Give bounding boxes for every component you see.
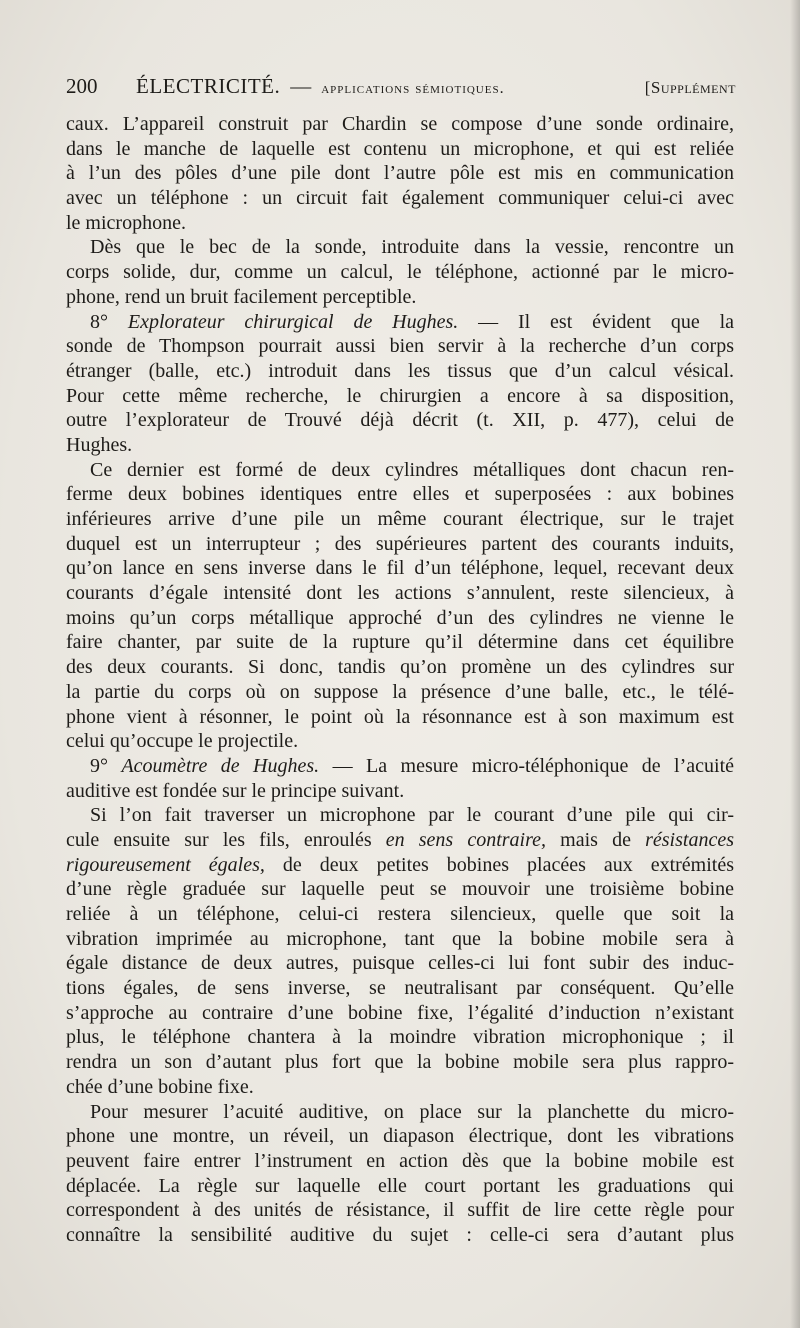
text-line xyxy=(66,507,734,532)
line-text: inférieures arrive d’une pile un même courant électrique, sur le trajet xyxy=(66,508,734,530)
text-line xyxy=(66,976,734,1001)
line-text: corps solide, dur, comme un calcul, le téléphone, actionné par le micro- xyxy=(66,261,734,284)
line-text: phone, rend un bruit facilement perceptible. xyxy=(66,285,417,308)
text-line xyxy=(66,729,734,754)
text-line xyxy=(66,458,734,483)
text-line xyxy=(66,433,734,458)
running-title: ÉLECTRICITÉ. xyxy=(136,74,281,98)
text-line xyxy=(66,606,734,631)
line-text: duquel est un interrupteur ; des supérieures partent des courants induits, xyxy=(66,532,734,555)
text-line xyxy=(66,655,734,680)
line-text: sonde de Thompson pourrait aussi bien servir à la recherche d’un corps xyxy=(66,335,734,358)
text-line xyxy=(66,310,734,335)
text-line xyxy=(66,1198,734,1223)
text-line xyxy=(66,705,734,730)
line-text: moins qu’un corps métallique approché d’un des cylindres ne vienne le xyxy=(66,606,734,629)
text-line xyxy=(66,334,734,359)
text-line xyxy=(66,1124,734,1149)
text-line xyxy=(66,779,734,804)
line-text: qu’on lance en sens inverse dans le fil d’un téléphone, lequel, recevant deux xyxy=(66,557,734,580)
line-text: — La mesure micro-téléphonique de l’acuité xyxy=(319,754,735,777)
text-line xyxy=(66,927,734,952)
page-edge-shadow xyxy=(790,0,800,1328)
line-text: vibration imprimée au microphone, tant que la bobine mobile sera à xyxy=(66,927,734,950)
text-line xyxy=(66,951,734,976)
text-line xyxy=(66,112,734,137)
line-text: 9° xyxy=(90,754,122,777)
text-line xyxy=(66,556,734,581)
line-text: rendra un son d’autant plus fort que la bobine mobile sera plus rappro- xyxy=(66,1051,734,1074)
line-text: ferme deux bobines identiques entre elles et superposées : aux bobines xyxy=(66,483,734,506)
line-text: étranger (balle, etc.) introduit dans les tissus que d’un calcul vésical. xyxy=(66,359,734,382)
running-subtitle: applications sémiotiques. xyxy=(321,80,505,97)
line-text: s’approche au contraire d’une bobine fixe, l’égalité d’induction n’existant xyxy=(66,1001,734,1024)
text-line xyxy=(66,877,734,902)
text-line xyxy=(66,630,734,655)
line-text: Pour mesurer l’acuité auditive, on place sur la planchette du micro- xyxy=(90,1100,734,1123)
text-line xyxy=(66,384,734,409)
text-line xyxy=(66,359,734,384)
line-text: phone vient à résonner, le point où la résonnance est à son maximum est xyxy=(66,705,734,728)
line-text: d’une règle graduée sur laquelle peut se mouvoir une troisième bobine xyxy=(66,878,734,901)
text-line xyxy=(66,1149,734,1174)
line-text: chée d’une bobine fixe. xyxy=(66,1075,254,1098)
text-line xyxy=(66,680,734,705)
text-line xyxy=(66,1050,734,1075)
line-text: plus, le téléphone chantera à la moindre vibration microphonique ; il xyxy=(66,1026,734,1049)
italic-text: rigoureusement égales, xyxy=(66,853,265,876)
line-text: cule ensuite sur les fils, enroulés xyxy=(66,828,386,851)
text-line xyxy=(66,754,734,779)
text-line xyxy=(66,853,734,878)
text-line xyxy=(66,1025,734,1050)
text-line xyxy=(66,902,734,927)
text-line xyxy=(66,161,734,186)
line-text: auditive est fondée sur le principe suivant. xyxy=(66,779,405,802)
text-line xyxy=(66,260,734,285)
text-line xyxy=(66,186,734,211)
text-line xyxy=(66,532,734,557)
line-text: des deux courants. Si donc, tandis qu’on promène un des cylindres sur xyxy=(66,656,734,679)
line-text: égale distance de deux autres, puisque celles-ci lui font subir des induc- xyxy=(66,952,734,975)
text-line xyxy=(66,1223,734,1248)
italic-text: en sens contraire, xyxy=(385,828,547,851)
text-line xyxy=(66,235,734,260)
line-text: outre l’explorateur de Trouvé déjà décrit (t. XII, p. 477), celui de xyxy=(66,409,734,432)
line-text: correspondent à des unités de résistance, il suffit de lire cette règle pour xyxy=(66,1199,734,1222)
text-line xyxy=(66,285,734,310)
text-line xyxy=(66,1001,734,1026)
italic-text: Explorateur chirurgical de Hughes. xyxy=(127,310,459,333)
line-text: Si l’on fait traverser un microphone par le courant d’une pile qui cir- xyxy=(90,804,734,827)
italic-text: Acoumètre de Hughes. xyxy=(121,754,320,777)
page-number: 200 xyxy=(66,74,98,98)
line-text: Pour cette même recherche, le chirurgien a encore à sa disposition, xyxy=(66,384,734,407)
line-text: celui qu’occupe le projectile. xyxy=(66,730,299,753)
text-line xyxy=(66,137,734,162)
text-line xyxy=(66,408,734,433)
line-text: reliée à un téléphone, celui-ci restera silencieux, quelle que soit la xyxy=(66,903,734,925)
line-text: Hughes. xyxy=(66,433,133,456)
line-text: dans le manche de laquelle est contenu un microphone, et qui est reliée xyxy=(66,137,734,160)
italic-text: résistances xyxy=(645,828,734,851)
body-text xyxy=(66,112,734,1248)
line-text: phone une montre, un réveil, un diapason électrique, dont les vibrations xyxy=(66,1125,734,1148)
text-line xyxy=(66,803,734,828)
line-text: Dès que le bec de la sonde, introduite dans la vessie, rencontre un xyxy=(90,236,734,259)
line-text: courants d’égale intensité dont les actions s’annulent, reste silencieux, à xyxy=(66,582,734,605)
line-text: peuvent faire entrer l’instrument en action dès que la bobine mobile est xyxy=(66,1149,734,1172)
line-text: Ce dernier est formé de deux cylindres métalliques dont chacun ren- xyxy=(90,458,734,481)
line-text: mais de xyxy=(546,828,646,851)
line-text: faire chanter, par suite de la rupture qu’il détermine dans cet équilibre xyxy=(66,631,734,654)
text-line xyxy=(66,1174,734,1199)
text-line xyxy=(66,581,734,606)
line-text: tions égales, de sens inverse, se neutralisant par conséquent. Qu’elle xyxy=(66,977,734,1000)
line-text: la partie du corps où on suppose la présence d’une balle, etc., le télé- xyxy=(66,680,734,703)
text-line xyxy=(66,1075,734,1100)
header-dash: — xyxy=(290,74,312,98)
line-text: à l’un des pôles d’une pile dont l’autre pôle est mis en communication xyxy=(66,162,734,185)
line-text: de deux petites bobines placées aux extrémités xyxy=(264,853,735,876)
text-line xyxy=(66,828,734,853)
running-header xyxy=(66,74,736,104)
line-text: caux. L’appareil construit par Chardin se compose d’une sonde ordinaire, xyxy=(66,113,734,135)
text-line xyxy=(66,482,734,507)
line-text: déplacée. La règle sur laquelle elle court portant les graduations qui xyxy=(66,1174,734,1197)
text-line xyxy=(66,211,734,236)
line-text: le microphone. xyxy=(66,211,186,234)
line-text: avec un téléphone : un circuit fait également communiquer celui-ci avec xyxy=(66,187,734,210)
line-text: — Il est évident que la xyxy=(458,310,734,333)
line-text: 8° xyxy=(90,310,128,333)
section-label: [Supplément xyxy=(644,78,736,97)
line-text: connaître la sensibilité auditive du sujet : celle-ci sera d’autant plus xyxy=(66,1223,734,1246)
text-line xyxy=(66,1100,734,1125)
